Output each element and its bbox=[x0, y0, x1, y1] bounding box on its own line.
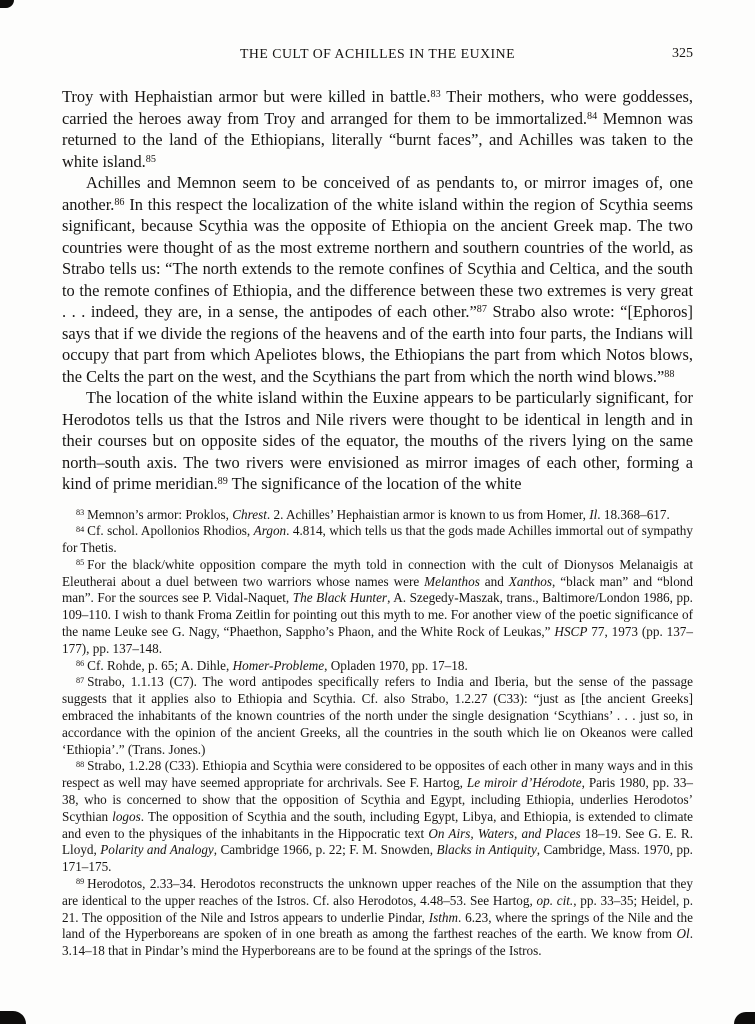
footnote: $^{87}$ Strabo, 1.1.13 (C7). The word antipodes specifically refers to India and Iberia, but the sense of the passage suggests that it applies also to Ethiopia and Scythia. Cf. also Strabo, 1.2.27 (C33): “just as [the ancient Greeks] embraced the inhabitants of the known countries of the north under the single designation ‘Scythians’ . . . just so, in accordance with the opinion of the ancient Greeks, all the countries in the south which lie on Okeanos were called ‘Ethiopia’.” (Trans. Jones.) bbox=[62, 674, 693, 757]
scan-corner-mark-top-left bbox=[0, 0, 14, 8]
body-paragraph: Troy with Hephaistian armor but were killed in battle.$^{83}$ Their mothers, who were goddesses, carried the heroes away from Troy and arranged for them to be immortalized.$^{84}$ Memnon was returned to the land of the Ethiopians, literally “burnt faces”, and Achilles was taken to the white island.$^{85}$ bbox=[62, 87, 693, 171]
body-text bbox=[62, 86, 693, 495]
footnote: $^{83}$ Memnon’s armor: Proklos, Chrest. 2. Achilles’ Hephaistian armor is known to us from Homer, Il. 18.368–617. bbox=[76, 506, 670, 522]
page-content bbox=[62, 46, 693, 960]
footnotes-section bbox=[62, 507, 693, 961]
body-paragraph: Achilles and Memnon seem to be conceived of as pendants to, or mirror images of, one another.$^{86}$ In this respect the localization of the white island within the region of Scythia seems significant, because Scythia was the opposite of Ethiopia on the ancient Greek map. The two countries were thought of as the most extreme northern and southern countries of the world, as Strabo tells us: “The north extends to the remote confines of Scythia and Celtica, and the south to the remote confines of Ethiopia, and the difference between these two extremes is very great . . . indeed, they are, in a sense, the antipodes of each other.”$^{87}$ Strabo also wrote: “[Ephoros] says that if we divide the regions of the heavens and of the earth into four parts, the Indians will occupy that part from which Apeliotes blows, the Ethiopians the part from which Notos blows, the Celts the part on the west, and the Scythians the part from which the north wind blows.”$^{88}$ bbox=[62, 173, 694, 386]
scan-corner-mark-bottom-left bbox=[0, 1011, 26, 1024]
footnote: $^{85}$ For the black/white opposition compare the myth told in connection with the cult of Dionysos Melanaigis at Eleutherai about a duel between two warriors whose names were Melanthos and Xanthos, “black man” and “blond man”. For the sources see P. Vidal-Naquet, The Black Hunter, A. Szegedy-Maszak, trans., Baltimore/London 1986, pp. 109–110. I wish to thank Froma Zeitlin for pointing out this myth to me. For another view of the poetic significance of the name Leuke see G. Nagy, “Phaethon, Sappho’s Phaon, and the White Rock of Leukas,” HSCP 77, 1973 (pp. 137–177), pp. 137–148. bbox=[62, 556, 693, 656]
footnote: $^{84}$ Cf. schol. Apollonios Rhodios, Argon. 4.814, which tells us that the gods made Achilles immortal out of sympathy for Thetis. bbox=[62, 523, 693, 556]
footnote-marker: 89 bbox=[76, 877, 85, 887]
scan-corner-mark-bottom-right bbox=[734, 1012, 755, 1024]
page-number: 325 bbox=[672, 46, 693, 61]
body-paragraph: The location of the white island within the Euxine appears to be particularly significant, for Herodotos tells us that the Istros and Nile rivers were thought to be identical in length and in their courses but on opposite sides of the equator, the mouths of the rivers lying on the same north–south axis. The two rivers were envisioned as mirror images of each other, forming a kind of prime meridian.$^{89}$ The significance of the location of the white bbox=[62, 388, 693, 493]
footnote-marker: 86 bbox=[76, 659, 85, 668]
footnote: $^{88}$ Strabo, 1.2.28 (C33). Ethiopia and Scythia were considered to be opposites of each other in many ways and in this respect as well may have seemed appropriate for archrivals. See F. Hartog, Le miroir d’Hérodote, Paris 1980, pp. 33–38, who is concerned to show that the opposition of Scythia and Egypt, including Ethiopia, underlies Herodotos’ Scythian logos. The opposition of Scythia and the south, including Egypt, Libya, and Ethiopia, is extended to climate and even to the physiques of the inhabitants in the Hippocratic text On Airs, Waters, and Places 18–19. See G. E. R. Lloyd, Polarity and Analogy, Cambridge 1966, p. 22; F. M. Snowden, Blacks in Antiquity, Cambridge, Mass. 1970, pp. 171–175. bbox=[62, 758, 694, 875]
footnote-marker: 85 bbox=[76, 558, 85, 568]
running-head bbox=[62, 46, 693, 64]
footnote: $^{86}$ Cf. Rohde, p. 65; A. Dihle, Homer-Probleme, Opladen 1970, pp. 17–18. bbox=[76, 657, 468, 673]
footnote-marker: 88 bbox=[76, 759, 85, 769]
footnote-marker: 87 bbox=[76, 675, 85, 685]
running-title: THE CULT OF ACHILLES IN THE EUXINE bbox=[239, 46, 516, 61]
footnote: $^{89}$ Herodotos, 2.33–34. Herodotos reconstructs the unknown upper reaches of the Nile on the assumption that they are identical to the upper reaches of the Istros. Cf. also Herodotos, 4.48–53. See Hartog, op. cit., pp. 33–35; Heidel, p. 21. The opposition of the Nile and Istros appears to underlie Pindar, Isthm. 6.23, where the springs of the Nile and the land of the Hyperboreans are spoken of in one breath as among the farthest reaches of the earth. We know from Ol. 3.14–18 that in Pindar’s mind the Hyperboreans are to be found at the springs of the Istros. bbox=[62, 876, 694, 959]
footnote-marker: 84 bbox=[76, 524, 85, 534]
footnote-marker: 83 bbox=[76, 507, 85, 517]
